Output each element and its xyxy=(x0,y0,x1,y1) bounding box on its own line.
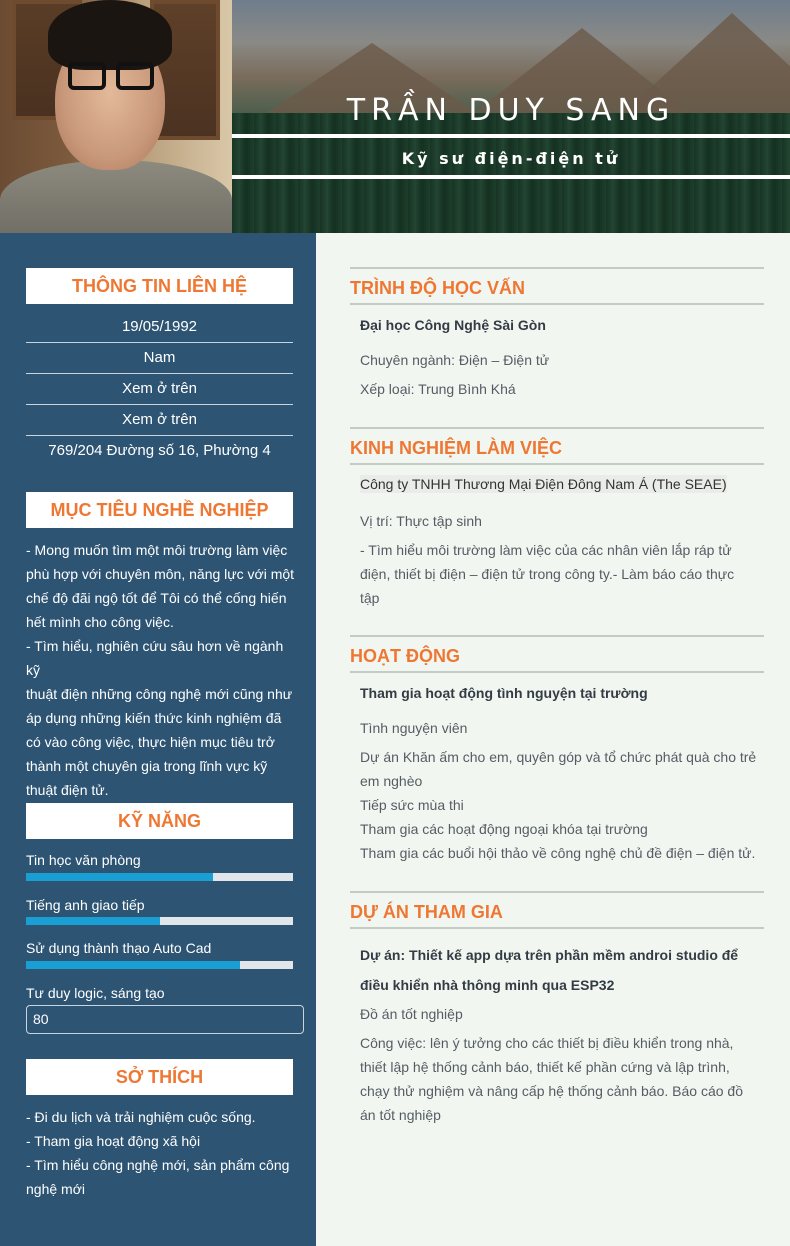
experience-description xyxy=(360,538,764,610)
forest-shape xyxy=(232,113,790,233)
objective-line: phù hợp với chuyên môn, năng lực với một xyxy=(26,566,295,582)
activity-description xyxy=(360,745,764,865)
contact-address: 769/204 Đường số 16, Phường 4 xyxy=(48,442,271,459)
objective-line: thuật điện tử. xyxy=(26,782,109,798)
activity-line: Tham gia các hoạt động ngoại khóa tại trường xyxy=(360,821,648,837)
contact-gender: Nam xyxy=(26,343,293,374)
banner-divider xyxy=(232,175,790,179)
activity-heading: Tham gia hoạt động tình nguyện tại trường xyxy=(360,685,648,701)
objective-line: thành một chuyên gia trong lĩnh vực kỹ xyxy=(26,758,268,774)
projects-title: DỰ ÁN THAM GIA xyxy=(350,902,503,922)
skill-bar-fill xyxy=(26,961,240,969)
education-title: TRÌNH ĐỘ HỌC VẤN xyxy=(350,278,525,298)
section-divider xyxy=(350,891,764,893)
skill-label: Sử dụng thành thạo Auto Cad xyxy=(26,940,212,956)
project-line: án tốt nghiệp xyxy=(360,1107,441,1123)
objective-line: chế độ đãi ngộ tốt để Tôi có thể cống hiến xyxy=(26,590,287,606)
experience-line: tập xyxy=(360,590,380,606)
contact-birthdate: 19/05/1992 xyxy=(26,312,293,343)
skill-label: Tiếng anh giao tiếp xyxy=(26,897,145,913)
contact-phone: Xem ở trên xyxy=(26,374,293,405)
sidebar xyxy=(0,233,316,1246)
cv-header xyxy=(0,0,790,233)
avatar-jacket xyxy=(0,160,232,233)
skill-bar xyxy=(26,961,293,969)
skill-label: Tin học văn phòng xyxy=(26,852,141,868)
avatar xyxy=(0,0,232,233)
section-divider xyxy=(350,267,764,269)
project-heading-line: điều khiển nhà thông minh qua ESP32 xyxy=(360,977,615,993)
experience-position: Vị trí: Thực tập sinh xyxy=(360,513,482,529)
objective-text xyxy=(26,538,298,802)
project-line: thiết lập hệ thống cảnh báo, thiết kế phần cứng và lập trình, xyxy=(360,1059,730,1075)
skill-bar xyxy=(26,917,293,925)
project-line: Công việc: lên ý tưởng cho các thiết bị điều khiển trong nhà, xyxy=(360,1035,734,1051)
skills-title: KỸ NĂNG xyxy=(26,803,293,839)
objective-title: MỤC TIÊU NGHỀ NGHIỆP xyxy=(26,492,293,528)
hobby-line: - Tìm hiểu công nghệ mới, sản phẩm công xyxy=(26,1157,290,1173)
project-subtitle: Đồ án tốt nghiệp xyxy=(360,1006,463,1022)
objective-line: áp dụng những kiến thức kinh nghiệm đã xyxy=(26,710,282,726)
skill-bar xyxy=(26,873,293,881)
hobby-line: - Tham gia hoạt động xã hội xyxy=(26,1133,201,1149)
hobby-line: nghệ mới xyxy=(26,1181,85,1197)
contact-email: Xem ở trên xyxy=(26,405,293,436)
project-heading xyxy=(360,940,764,1000)
hobbies-text xyxy=(26,1105,298,1201)
activity-role: Tình nguyện viên xyxy=(360,720,468,736)
objective-line: - Mong muốn tìm một môi trường làm việc xyxy=(26,542,288,558)
avatar-hair xyxy=(48,0,172,70)
activity-line: em nghèo xyxy=(360,773,423,789)
experience-company: Công ty TNHH Thương Mại Điện Đông Nam Á (The SEAE) xyxy=(360,476,727,492)
objective-line: - Tìm hiểu, nghiên cứu sâu hơn về ngành kỹ xyxy=(26,638,284,678)
activity-line: Tham gia các buổi hội thảo về công nghệ chủ đề điện – điện tử. xyxy=(360,845,756,861)
section-divider xyxy=(350,303,764,305)
banner-divider xyxy=(232,134,790,138)
section-divider xyxy=(350,927,764,929)
skill-label: Tư duy logic, sáng tạo xyxy=(26,985,165,1001)
activity-line: Tiếp sức mùa thi xyxy=(360,797,464,813)
skill-bar-fill xyxy=(26,873,213,881)
experience-title: KINH NGHIỆM LÀM VIỆC xyxy=(350,438,563,458)
section-divider xyxy=(350,635,764,637)
activity-line: Dự án Khăn ấm cho em, quyên góp và tổ chức phát quà cho trẻ xyxy=(360,749,757,765)
hobby-line: - Đi du lịch và trải nghiệm cuộc sống. xyxy=(26,1109,256,1125)
skill-level-field[interactable]: 80 xyxy=(26,1005,304,1034)
avatar-glasses xyxy=(68,62,154,92)
objective-line: thuật điện những công nghệ mới cũng như xyxy=(26,686,293,702)
candidate-name: TRẦN DUY SANG xyxy=(346,93,676,128)
objective-line: có vào công việc, thực hiện mục tiêu trở xyxy=(26,734,275,750)
contact-title: THÔNG TIN LIÊN HỆ xyxy=(26,268,293,304)
section-divider xyxy=(350,463,764,465)
education-grade: Xếp loại: Trung Bình Khá xyxy=(360,381,516,397)
hobbies-title: SỞ THÍCH xyxy=(26,1059,293,1095)
section-divider xyxy=(350,671,764,673)
project-line: chạy thử nghiệm và nâng cấp hệ thống cảnh báo. Báo cáo đồ xyxy=(360,1083,743,1099)
project-heading-line: Dự án: Thiết kế app dựa trên phần mềm androi studio để xyxy=(360,947,739,963)
project-description xyxy=(360,1031,764,1127)
section-divider xyxy=(350,427,764,429)
objective-line: hết mình cho công việc. xyxy=(26,614,174,630)
experience-line: - Tìm hiểu môi trường làm việc của các nhân viên lắp ráp tử xyxy=(360,542,732,558)
activities-title: HOẠT ĐỘNG xyxy=(350,646,460,666)
education-school: Đại học Công Nghệ Sài Gòn xyxy=(360,317,546,333)
education-major: Chuyên ngành: Điện – Điện tử xyxy=(360,352,550,368)
skill-bar-fill xyxy=(26,917,160,925)
candidate-role: Kỹ sư điện-điện tử xyxy=(401,149,621,168)
experience-line: điện, thiết bị điện – điện tử trong công ty.- Làm báo cáo thực xyxy=(360,566,735,582)
